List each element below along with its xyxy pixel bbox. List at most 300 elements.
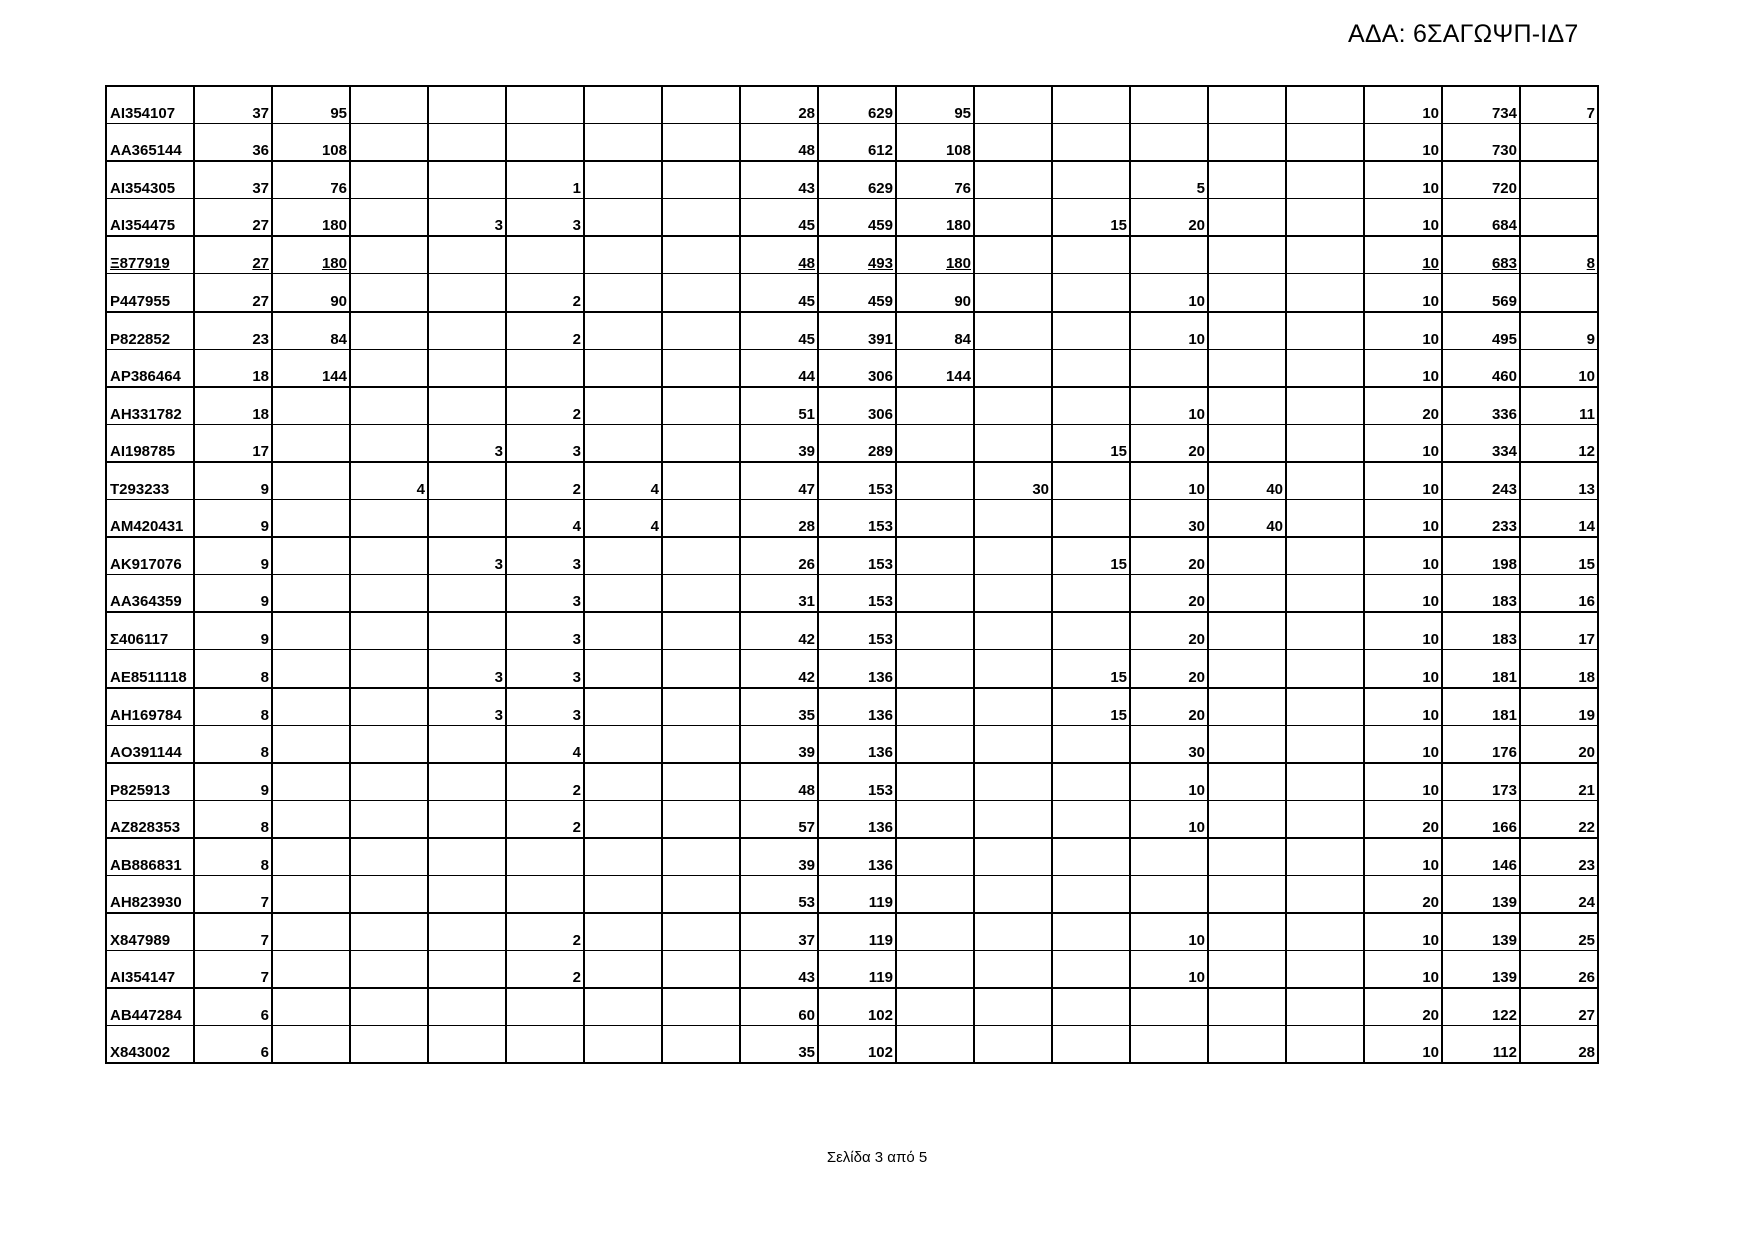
table-cell: [584, 913, 662, 951]
table-cell: 2: [506, 800, 584, 838]
row-id-cell: Ξ877919: [106, 236, 194, 274]
table-cell: 7: [194, 951, 272, 989]
table-cell: 2: [506, 462, 584, 500]
table-cell: [1208, 800, 1286, 838]
table-cell: [350, 612, 428, 650]
table-cell: 183: [1442, 575, 1520, 613]
table-row: [106, 462, 1598, 500]
table-cell: 3: [428, 650, 506, 688]
table-cell: 5: [1130, 161, 1208, 199]
table-cell: [1208, 838, 1286, 876]
table-cell: [896, 875, 974, 913]
table-cell: [272, 650, 350, 688]
row-id-cell: AI354147: [106, 951, 194, 989]
table-cell: [974, 575, 1052, 613]
page-number: Σελίδα 3 από 5: [826, 1149, 928, 1166]
table-cell: 42: [740, 612, 818, 650]
ada-identifier: ΑΔΑ: 6ΣΑΓΩΨΠ-ΙΔ7: [1348, 20, 1579, 48]
row-id-cell: AB447284: [106, 988, 194, 1026]
results-table: [105, 85, 1599, 1064]
table-cell: [974, 387, 1052, 425]
table-cell: [1286, 199, 1364, 237]
row-id-cell: P447955: [106, 274, 194, 312]
table-cell: [350, 838, 428, 876]
table-cell: [428, 86, 506, 124]
table-cell: [350, 650, 428, 688]
table-cell: 40: [1208, 500, 1286, 538]
table-cell: 139: [1442, 913, 1520, 951]
table-cell: [1052, 575, 1130, 613]
table-cell: [584, 838, 662, 876]
table-cell: [1052, 838, 1130, 876]
table-cell: 43: [740, 951, 818, 989]
table-cell: [896, 951, 974, 989]
table-cell: 7: [194, 875, 272, 913]
table-cell: [428, 612, 506, 650]
table-cell: 181: [1442, 650, 1520, 688]
table-cell: [662, 86, 740, 124]
table-cell: [350, 236, 428, 274]
table-cell: 683: [1442, 236, 1520, 274]
table-cell: 102: [818, 1026, 896, 1064]
table-cell: [272, 612, 350, 650]
table-cell: 4: [506, 500, 584, 538]
table-cell: 10: [1364, 575, 1442, 613]
table-cell: 90: [272, 274, 350, 312]
table-cell: 16: [1520, 575, 1598, 613]
table-row: [106, 988, 1598, 1026]
table-cell: [662, 312, 740, 350]
table-cell: 39: [740, 725, 818, 763]
table-cell: [1286, 387, 1364, 425]
table-cell: [974, 688, 1052, 726]
table-cell: [1520, 161, 1598, 199]
table-cell: [350, 424, 428, 462]
table-cell: [896, 387, 974, 425]
table-cell: 12: [1520, 424, 1598, 462]
table-cell: 4: [584, 462, 662, 500]
table-cell: [506, 236, 584, 274]
table-cell: [974, 763, 1052, 801]
table-cell: 10: [1130, 763, 1208, 801]
table-cell: 289: [818, 424, 896, 462]
table-cell: [1286, 537, 1364, 575]
table-cell: 10: [1364, 236, 1442, 274]
table-cell: 153: [818, 537, 896, 575]
table-cell: [1286, 725, 1364, 763]
table-cell: 139: [1442, 875, 1520, 913]
row-id-cell: AI354305: [106, 161, 194, 199]
table-row: [106, 725, 1598, 763]
table-cell: [1208, 763, 1286, 801]
table-cell: 17: [1520, 612, 1598, 650]
table-cell: 10: [1364, 688, 1442, 726]
table-cell: [428, 349, 506, 387]
table-cell: [584, 763, 662, 801]
table-cell: 15: [1052, 199, 1130, 237]
table-cell: 306: [818, 387, 896, 425]
table-cell: 2: [506, 312, 584, 350]
table-cell: 19: [1520, 688, 1598, 726]
table-cell: 13: [1520, 462, 1598, 500]
row-id-cell: AM420431: [106, 500, 194, 538]
table-row: [106, 688, 1598, 726]
table-cell: [1208, 161, 1286, 199]
table-cell: [896, 424, 974, 462]
table-cell: [428, 988, 506, 1026]
table-row: [106, 913, 1598, 951]
table-cell: 48: [740, 124, 818, 162]
table-cell: 10: [1364, 124, 1442, 162]
table-cell: [662, 875, 740, 913]
table-cell: [1286, 349, 1364, 387]
table-row: [106, 86, 1598, 124]
table-cell: [1286, 124, 1364, 162]
table-cell: 10: [1364, 650, 1442, 688]
table-cell: [350, 500, 428, 538]
table-cell: 495: [1442, 312, 1520, 350]
table-cell: 136: [818, 650, 896, 688]
table-cell: 183: [1442, 612, 1520, 650]
table-cell: [428, 1026, 506, 1064]
table-cell: [272, 951, 350, 989]
table-cell: 35: [740, 688, 818, 726]
table-cell: 10: [1364, 913, 1442, 951]
table-cell: 173: [1442, 763, 1520, 801]
table-cell: [896, 688, 974, 726]
table-cell: [974, 236, 1052, 274]
table-cell: [662, 951, 740, 989]
table-cell: [1052, 763, 1130, 801]
table-cell: [662, 387, 740, 425]
table-cell: [350, 988, 428, 1026]
table-cell: 20: [1130, 612, 1208, 650]
table-cell: [350, 312, 428, 350]
table-cell: [1208, 274, 1286, 312]
table-cell: [1286, 838, 1364, 876]
table-cell: 8: [194, 838, 272, 876]
table-cell: 136: [818, 688, 896, 726]
table-cell: [896, 913, 974, 951]
table-cell: [896, 462, 974, 500]
table-cell: [584, 537, 662, 575]
table-cell: [350, 86, 428, 124]
table-cell: 26: [1520, 951, 1598, 989]
row-id-cell: AE8511118: [106, 650, 194, 688]
table-cell: 144: [272, 349, 350, 387]
table-row: [106, 575, 1598, 613]
table-cell: 20: [1520, 725, 1598, 763]
table-cell: 95: [272, 86, 350, 124]
row-id-cell: P825913: [106, 763, 194, 801]
table-cell: [584, 988, 662, 1026]
table-cell: 3: [506, 688, 584, 726]
table-cell: 28: [740, 500, 818, 538]
table-cell: 119: [818, 951, 896, 989]
table-cell: [506, 349, 584, 387]
table-cell: 139: [1442, 951, 1520, 989]
table-cell: 15: [1520, 537, 1598, 575]
table-cell: [974, 537, 1052, 575]
table-cell: 15: [1052, 537, 1130, 575]
table-cell: [428, 875, 506, 913]
table-row: [106, 274, 1598, 312]
table-cell: 8: [1520, 236, 1598, 274]
row-id-cell: AA364359: [106, 575, 194, 613]
table-cell: [428, 236, 506, 274]
table-cell: 45: [740, 274, 818, 312]
table-cell: 26: [740, 537, 818, 575]
table-cell: [428, 124, 506, 162]
table-cell: [1286, 161, 1364, 199]
table-cell: [662, 349, 740, 387]
table-cell: [1208, 650, 1286, 688]
table-cell: [896, 763, 974, 801]
table-cell: [662, 650, 740, 688]
table-cell: [662, 424, 740, 462]
table-cell: 180: [272, 199, 350, 237]
table-cell: 24: [1520, 875, 1598, 913]
table-row: [106, 875, 1598, 913]
table-cell: 30: [1130, 725, 1208, 763]
table-cell: [1208, 124, 1286, 162]
table-cell: 20: [1364, 800, 1442, 838]
table-row: [106, 424, 1598, 462]
row-id-cell: X847989: [106, 913, 194, 951]
table-cell: 9: [194, 612, 272, 650]
table-cell: 23: [1520, 838, 1598, 876]
table-cell: [1208, 86, 1286, 124]
table-cell: [1286, 575, 1364, 613]
table-cell: [1286, 913, 1364, 951]
table-cell: 20: [1130, 575, 1208, 613]
table-cell: 10: [1130, 312, 1208, 350]
table-cell: [1286, 988, 1364, 1026]
table-cell: 181: [1442, 688, 1520, 726]
table-cell: [350, 274, 428, 312]
table-cell: 153: [818, 462, 896, 500]
row-id-cell: AI198785: [106, 424, 194, 462]
row-id-cell: AI354107: [106, 86, 194, 124]
table-cell: 51: [740, 387, 818, 425]
table-cell: 39: [740, 838, 818, 876]
table-row: [106, 349, 1598, 387]
table-cell: 3: [506, 650, 584, 688]
table-cell: [974, 988, 1052, 1026]
table-cell: 20: [1130, 688, 1208, 726]
table-cell: 180: [896, 236, 974, 274]
table-cell: [428, 913, 506, 951]
table-cell: [662, 537, 740, 575]
table-cell: [1286, 500, 1364, 538]
table-cell: 146: [1442, 838, 1520, 876]
table-cell: 90: [896, 274, 974, 312]
table-cell: [272, 1026, 350, 1064]
table-cell: [428, 575, 506, 613]
table-cell: 10: [1364, 462, 1442, 500]
table-cell: [1286, 951, 1364, 989]
table-cell: [662, 612, 740, 650]
table-cell: 336: [1442, 387, 1520, 425]
table-cell: 3: [506, 537, 584, 575]
table-cell: [1286, 86, 1364, 124]
table-cell: 20: [1130, 199, 1208, 237]
table-cell: 108: [896, 124, 974, 162]
table-cell: [350, 875, 428, 913]
table-cell: 102: [818, 988, 896, 1026]
table-cell: [1208, 199, 1286, 237]
table-cell: [1208, 875, 1286, 913]
table-cell: [272, 500, 350, 538]
table-cell: [584, 612, 662, 650]
table-cell: [350, 387, 428, 425]
table-cell: 14: [1520, 500, 1598, 538]
table-cell: 45: [740, 199, 818, 237]
table-cell: [1052, 387, 1130, 425]
table-cell: [1286, 688, 1364, 726]
table-cell: 30: [974, 462, 1052, 500]
table-cell: [584, 161, 662, 199]
table-cell: [1208, 988, 1286, 1026]
row-id-cell: AA365144: [106, 124, 194, 162]
results-table-body: [106, 86, 1598, 1063]
table-cell: [584, 124, 662, 162]
table-cell: 1: [506, 161, 584, 199]
table-cell: 10: [1364, 424, 1442, 462]
table-cell: [1286, 650, 1364, 688]
table-cell: [272, 875, 350, 913]
table-cell: 20: [1364, 988, 1442, 1026]
table-cell: 10: [1130, 800, 1208, 838]
table-cell: 112: [1442, 1026, 1520, 1064]
table-cell: [584, 650, 662, 688]
table-cell: [272, 725, 350, 763]
table-cell: [350, 537, 428, 575]
table-cell: 8: [194, 800, 272, 838]
table-cell: [1052, 1026, 1130, 1064]
table-cell: [1130, 124, 1208, 162]
table-cell: [584, 349, 662, 387]
table-cell: 8: [194, 688, 272, 726]
table-cell: 629: [818, 86, 896, 124]
table-cell: [1520, 274, 1598, 312]
table-cell: 10: [1364, 763, 1442, 801]
table-cell: [428, 274, 506, 312]
table-cell: 18: [1520, 650, 1598, 688]
table-cell: [662, 838, 740, 876]
table-cell: [1286, 312, 1364, 350]
row-id-cell: AH823930: [106, 875, 194, 913]
table-row: [106, 161, 1598, 199]
table-cell: [428, 500, 506, 538]
table-cell: 9: [194, 537, 272, 575]
table-cell: [662, 800, 740, 838]
table-cell: 48: [740, 236, 818, 274]
table-cell: [662, 688, 740, 726]
table-cell: 3: [506, 612, 584, 650]
table-cell: 3: [428, 688, 506, 726]
table-cell: [1208, 612, 1286, 650]
table-cell: [1208, 312, 1286, 350]
table-cell: 45: [740, 312, 818, 350]
table-cell: [1286, 763, 1364, 801]
table-cell: 10: [1364, 349, 1442, 387]
table-cell: 180: [272, 236, 350, 274]
table-cell: 2: [506, 913, 584, 951]
table-cell: 10: [1520, 349, 1598, 387]
table-cell: 629: [818, 161, 896, 199]
table-cell: 9: [1520, 312, 1598, 350]
table-cell: 10: [1364, 1026, 1442, 1064]
table-cell: [1286, 800, 1364, 838]
table-cell: 2: [506, 274, 584, 312]
table-cell: [974, 86, 1052, 124]
table-cell: [272, 537, 350, 575]
table-cell: [1208, 236, 1286, 274]
table-cell: 8: [194, 725, 272, 763]
table-cell: [1052, 312, 1130, 350]
table-cell: 76: [896, 161, 974, 199]
table-cell: [1520, 124, 1598, 162]
table-cell: [1286, 1026, 1364, 1064]
table-cell: [272, 424, 350, 462]
row-id-cell: X843002: [106, 1026, 194, 1064]
table-cell: [1208, 575, 1286, 613]
table-cell: 3: [506, 424, 584, 462]
table-cell: 76: [272, 161, 350, 199]
table-cell: [896, 575, 974, 613]
table-cell: 176: [1442, 725, 1520, 763]
table-cell: [1286, 462, 1364, 500]
table-cell: 60: [740, 988, 818, 1026]
table-cell: [662, 462, 740, 500]
table-cell: [896, 800, 974, 838]
table-cell: 23: [194, 312, 272, 350]
table-cell: 10: [1364, 199, 1442, 237]
table-cell: [1052, 913, 1130, 951]
table-cell: [428, 312, 506, 350]
table-cell: [974, 274, 1052, 312]
table-row: [106, 312, 1598, 350]
row-id-cell: T293233: [106, 462, 194, 500]
table-cell: [584, 387, 662, 425]
table-cell: [974, 951, 1052, 989]
table-cell: [350, 1026, 428, 1064]
table-cell: [662, 988, 740, 1026]
table-cell: [584, 236, 662, 274]
table-cell: [662, 274, 740, 312]
table-cell: 10: [1364, 838, 1442, 876]
table-cell: 10: [1130, 387, 1208, 425]
row-id-cell: AH331782: [106, 387, 194, 425]
table-cell: [1286, 612, 1364, 650]
table-cell: [506, 875, 584, 913]
table-cell: [974, 424, 1052, 462]
table-cell: 334: [1442, 424, 1520, 462]
table-cell: [974, 124, 1052, 162]
table-cell: [1208, 424, 1286, 462]
table-cell: [1208, 387, 1286, 425]
table-cell: [974, 1026, 1052, 1064]
table-cell: [1130, 349, 1208, 387]
table-cell: 10: [1130, 913, 1208, 951]
table-cell: [896, 1026, 974, 1064]
table-cell: 10: [1364, 951, 1442, 989]
table-cell: 4: [584, 500, 662, 538]
table-cell: 180: [896, 199, 974, 237]
table-cell: 31: [740, 575, 818, 613]
table-cell: 3: [506, 575, 584, 613]
